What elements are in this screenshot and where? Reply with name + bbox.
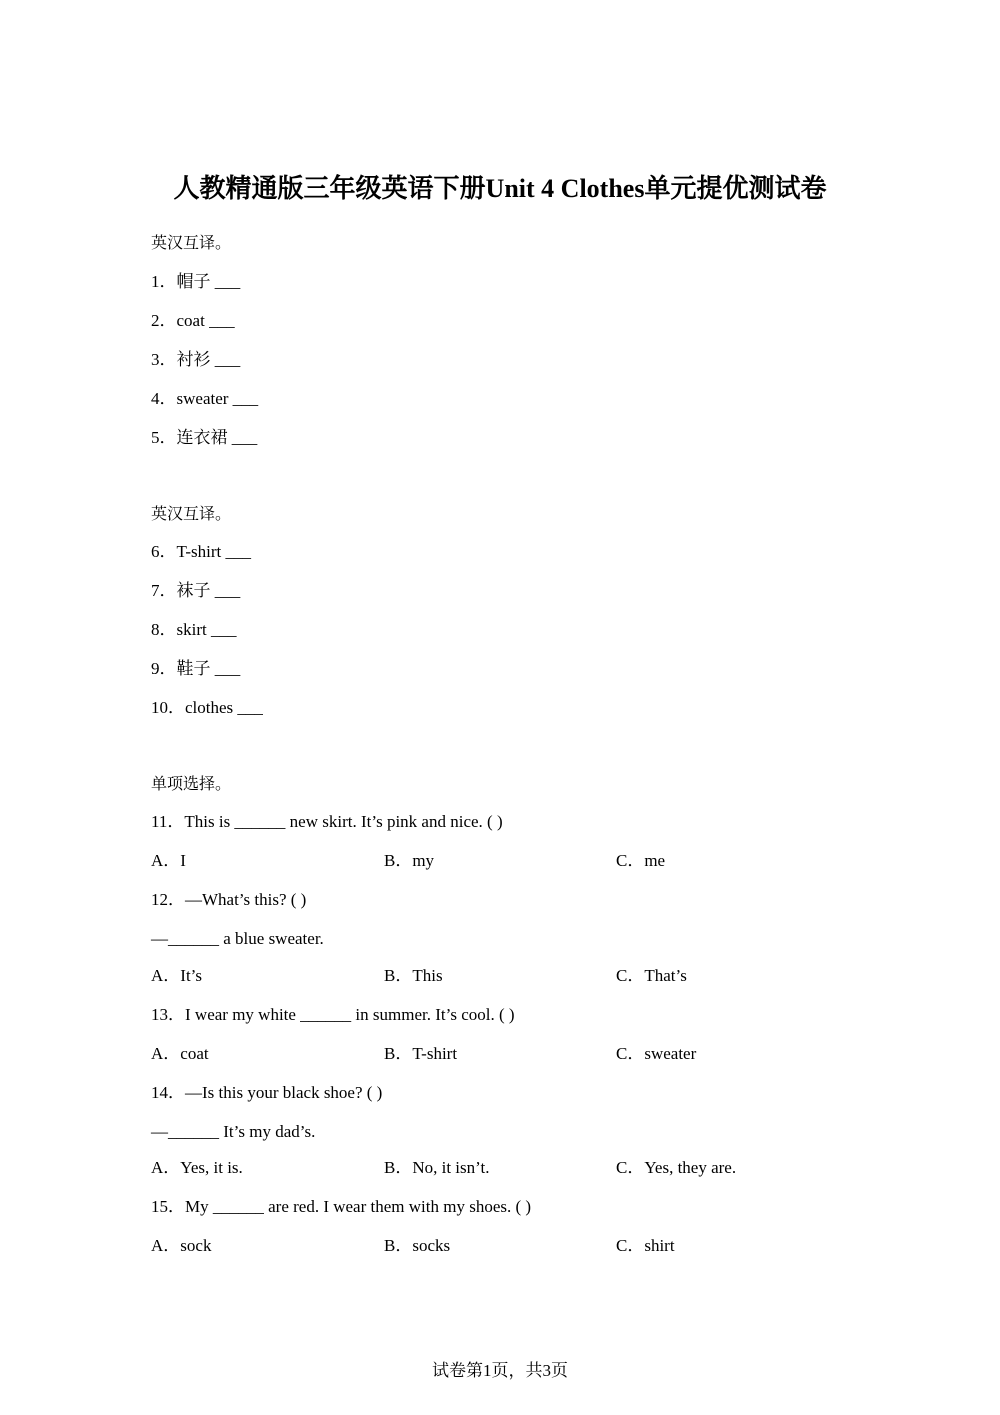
question-14-stem: 14．—Is this your black shoe? ( ): [151, 1083, 383, 1102]
question-12-option-c: C．That’s: [616, 966, 687, 985]
question-12-option-b: B．This: [384, 966, 443, 985]
question-13-option-c: C．sweater: [616, 1044, 697, 1063]
question-9: 9．鞋子 ___: [151, 659, 241, 678]
question-11-option-c: C．me: [616, 851, 666, 870]
question-12-stem-2: —______ a blue sweater.: [151, 929, 324, 948]
question-14-option-b: B．No, it isn’t.: [384, 1158, 490, 1177]
section-1-heading: 英汉互译。: [151, 233, 232, 252]
question-11-stem: 11．This is ______ new skirt. It’s pink and nice. ( ): [151, 812, 503, 831]
question-15-stem: 15．My ______ are red. I wear them with my shoes. ( ): [151, 1197, 532, 1216]
question-14-option-c: C．Yes, they are.: [616, 1158, 737, 1177]
question-13-stem: 13．I wear my white ______ in summer. It’s cool. ( ): [151, 1005, 515, 1024]
question-6: 6．T-shirt ___: [151, 542, 251, 561]
question-11-option-b: B．my: [384, 851, 435, 870]
question-1: 1．帽子 ___: [151, 272, 241, 291]
question-13-option-a: A．coat: [151, 1044, 209, 1063]
question-2: 2．coat ___: [151, 311, 235, 330]
section-3-heading: 单项选择。: [151, 774, 232, 793]
question-7: 7．袜子 ___: [151, 581, 241, 600]
question-15-option-c: C．shirt: [616, 1236, 675, 1255]
question-11-option-a: A．I: [151, 851, 186, 870]
question-13-option-b: B．T-shirt: [384, 1044, 458, 1063]
page-title: 人教精通版三年级英语下册Unit 4 Clothes单元提优测试卷: [173, 174, 827, 203]
page-footer: 试卷第1页，共3页: [432, 1361, 568, 1380]
question-12-stem: 12．—What’s this? ( ): [151, 890, 307, 909]
section-2-heading: 英汉互译。: [151, 504, 232, 523]
question-10: 10．clothes ___: [151, 698, 263, 717]
question-15-option-b: B．socks: [384, 1236, 451, 1255]
question-5: 5．连衣裙 ___: [151, 428, 258, 447]
question-14-option-a: A．Yes, it is.: [151, 1158, 243, 1177]
question-3: 3．衬衫 ___: [151, 350, 241, 369]
question-8: 8．skirt ___: [151, 620, 237, 639]
question-12-option-a: A．It’s: [151, 966, 202, 985]
question-15-option-a: A．sock: [151, 1236, 212, 1255]
question-4: 4．sweater ___: [151, 389, 259, 408]
question-14-stem-2: —______ It’s my dad’s.: [151, 1122, 316, 1141]
